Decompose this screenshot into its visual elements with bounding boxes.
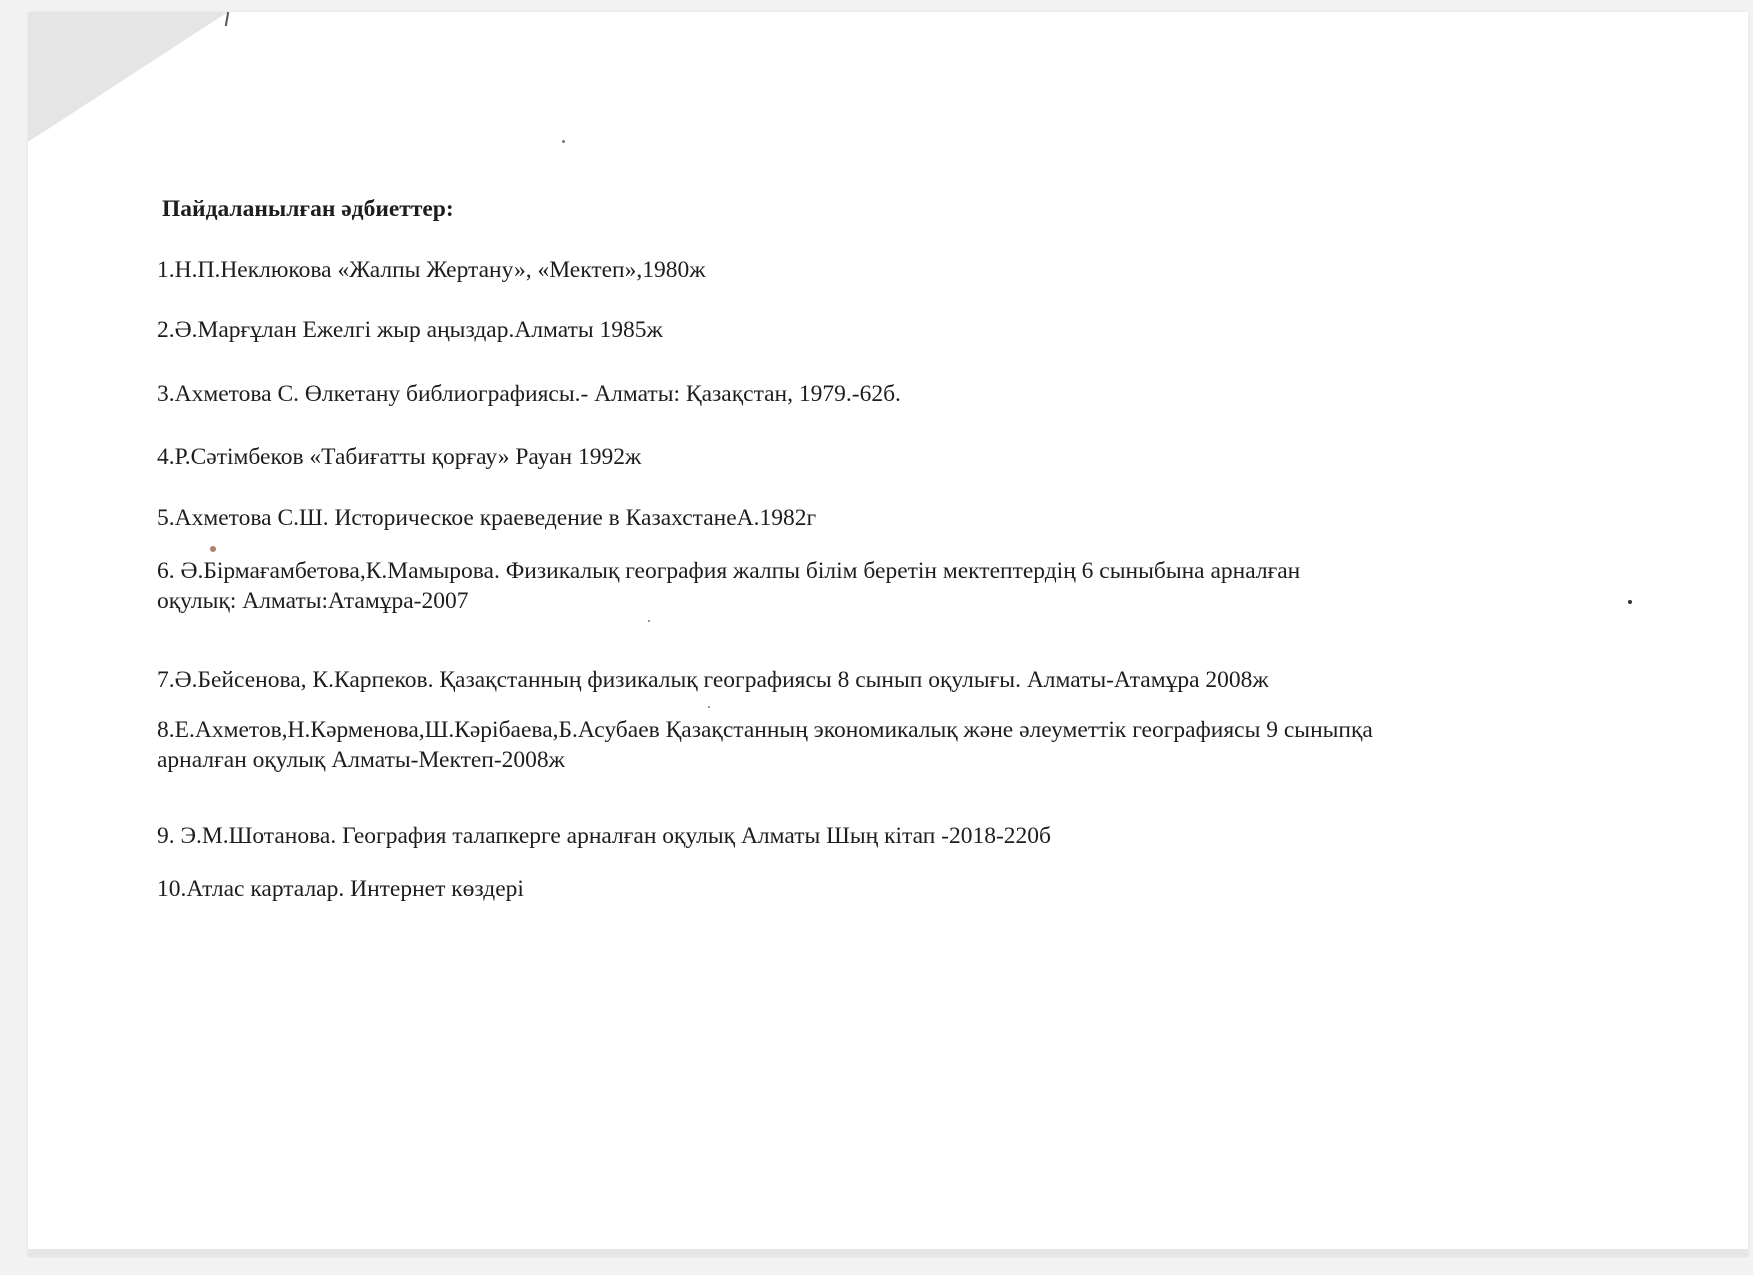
reference-line: 6. Ә.Бірмағамбетова,К.Мамырова. Физикалық география жалпы білім беретін мектептердің 6 сыныбына арналған xyxy=(157,558,1301,584)
scan-speck xyxy=(708,706,710,708)
reference-line: 4.Р.Сәтімбеков «Табиғатты қорғау» Рауан 1992ж xyxy=(157,444,642,470)
reference-line: 9. Э.М.Шотанова. География талапкерге арналған оқулық Алматы Шың кітап -2018-220б xyxy=(157,823,1052,849)
reference-item-7 xyxy=(157,664,1269,697)
reference-item-3 xyxy=(157,378,901,411)
scan-speck xyxy=(562,140,565,143)
reference-line: 10.Атлас карталар. Интернет көздері xyxy=(157,876,524,902)
reference-item-4 xyxy=(157,441,641,474)
page-bottom-edge xyxy=(28,1249,1748,1257)
reference-line: 3.Ахметова С. Өлкетану библиографиясы.- Алматы: Қазақстан, 1979.-62б. xyxy=(157,381,901,407)
reference-line: 5.Ахметова С.Ш. Историческое краеведение в КазахстанеА.1982г xyxy=(157,505,817,531)
reference-line: 8.Е.Ахметов,Н.Кәрменова,Ш.Кәрібаева,Б.Асубаев Қазақстанның экономикалық және әлеуметтік географиясы 9 сыныпқа xyxy=(157,717,1373,743)
reference-item-6 xyxy=(157,556,1300,616)
reference-line: арналған оқулық Алматы-Мектеп-2008ж xyxy=(157,747,565,773)
reference-line: 7.Ә.Бейсенова, К.Карпеков. Қазақстанның физикалық географиясы 8 сынып оқулығы. Алматы-Атамұра 2008ж xyxy=(157,667,1269,693)
reference-item-8 xyxy=(157,715,1373,775)
scan-speck xyxy=(1628,600,1632,604)
reference-item-5 xyxy=(157,502,816,535)
reference-line: 2.Ә.Марғұлан Ежелгі жыр аңыздар.Алматы 1985ж xyxy=(157,317,663,343)
reference-line: 1.Н.П.Неклюкова «Жалпы Жертану», «Мектеп»,1980ж xyxy=(157,257,706,283)
reference-item-10 xyxy=(157,873,524,906)
scan-speck xyxy=(210,546,216,552)
reference-line: оқулық: Алматы:Атамұра-2007 xyxy=(157,588,469,614)
document-title: Пайдаланылған әдбиеттер: xyxy=(162,196,454,222)
reference-item-9 xyxy=(157,820,1051,853)
reference-item-2 xyxy=(157,314,663,347)
page-corner-fold xyxy=(28,12,228,142)
scan-speck xyxy=(648,620,650,622)
reference-item-1 xyxy=(157,254,705,287)
